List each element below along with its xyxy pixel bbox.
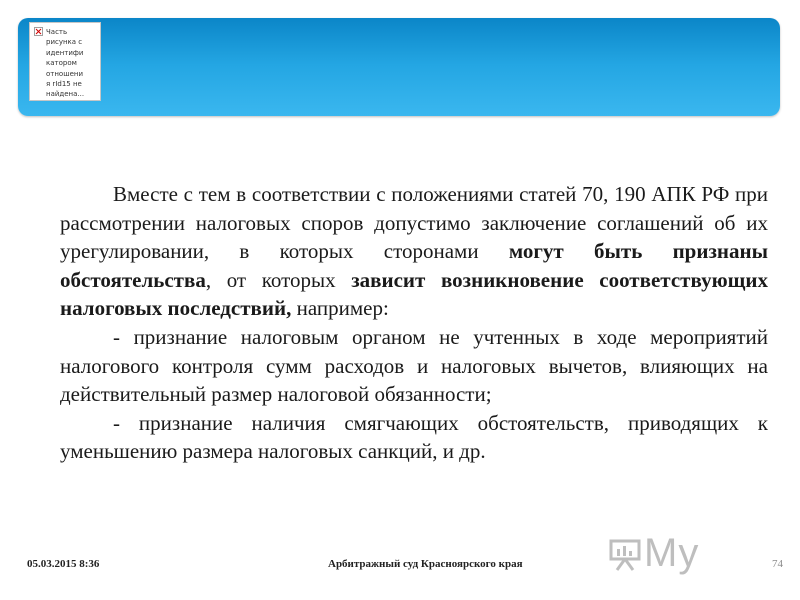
paragraph-text: , от которых <box>205 267 352 292</box>
paragraph-intro <box>60 180 768 323</box>
paragraph-text: Вместе с тем в соответствии с положениями статей 70, 190 АПК РФ при рассмотрении налоговых споров допустимо заключение соглашений об их урегулировании, в которых сторонами <box>60 182 768 264</box>
paragraph-item-mitigating <box>60 409 768 466</box>
presentation-board-icon <box>608 539 642 571</box>
footer-organization: Арбитражный суд Красноярского края <box>328 558 523 570</box>
paragraph-text: - признание наличия смягчающих обстоятельств, приводящих к уменьшению размера налоговых санкций, и др. <box>60 410 768 464</box>
slide-number: 74 <box>772 558 783 570</box>
missing-image-message: Часть рисунка с идентифи катором отношени я rId15 не найдена... <box>46 28 85 99</box>
paragraph-text: - признание налоговым органом не учтенных в ходе мероприятий налогового контроля сумм расходов и налоговых вычетов, влияющих на действительный размер налоговой обязанности; <box>60 324 768 407</box>
emphasis-text: могут быть признаны обстоятельства <box>60 239 768 292</box>
paragraph-text: например: <box>291 296 389 321</box>
footer-date: 05.03.2015 8:36 <box>27 558 100 570</box>
broken-image-icon <box>34 27 43 36</box>
slide-body <box>60 180 768 466</box>
emphasis-text: зависит возникновение соответствующих налоговых последствий, <box>60 267 768 321</box>
missing-image-placeholder <box>29 22 101 101</box>
header-band <box>18 18 780 116</box>
watermark-text: My <box>644 531 700 575</box>
watermark-logo <box>608 531 768 577</box>
paragraph-item-expenses <box>60 323 768 409</box>
